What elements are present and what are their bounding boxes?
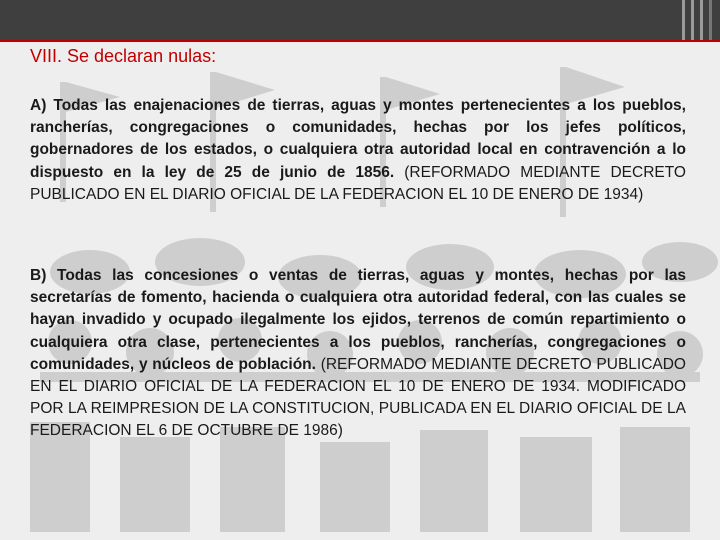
paragraph-b [30, 265, 686, 443]
paragraph-a [30, 95, 686, 206]
paragraph-a-main-text: A) Todas las enajenaciones de tierras, aguas y montes pertenecientes a los pueblos, rancherías, congregaciones o comunidades, hechas por los jefes políticos, gobernadores de los estados, o cualquiera otra autoridad local en contravención a lo dispuesto en la ley de 25 de junio de 1856. [30, 97, 686, 181]
paragraph-b-reform-note: (REFORMADO MEDIANTE DECRETO PUBLICADO EN EL DIARIO OFICIAL DE LA FEDERACION EL 10 DE ENERO DE 1934. MODIFICADO POR LA REIMPRESION DE LA CONSTITUCION, PUBLICADA EN EL DIARIO OFICIAL DE LA FEDERACION EL 6 DE OCTUBRE DE 1986) [30, 355, 686, 440]
paragraph-b-main-text: B) Todas las concesiones o ventas de tierras, aguas y montes, hechas por las secretarías de fomento, hacienda o cualquiera otra autoridad federal, con las cuales se hayan invadido y ocupado ilegalmente los ejidos, terrenos de común repartimiento o cualquiera otra clase, pertenecientes a los pueblos, rancherías, congregaciones o comunidades, y núcleos de población. [30, 267, 686, 373]
header-bar [0, 0, 720, 40]
slide-title: VIII. Se declaran nulas: [30, 46, 217, 66]
header-stripe [691, 0, 694, 40]
header-stripe [700, 0, 703, 40]
paragraph-a-reform-note: (REFORMADO MEDIANTE DECRETO PUBLICADO EN EL DIARIO OFICIAL DE LA FEDERACION EL 10 DE ENERO DE 1934) [30, 163, 686, 203]
header-stripe [709, 0, 712, 40]
header-stripe [682, 0, 685, 40]
